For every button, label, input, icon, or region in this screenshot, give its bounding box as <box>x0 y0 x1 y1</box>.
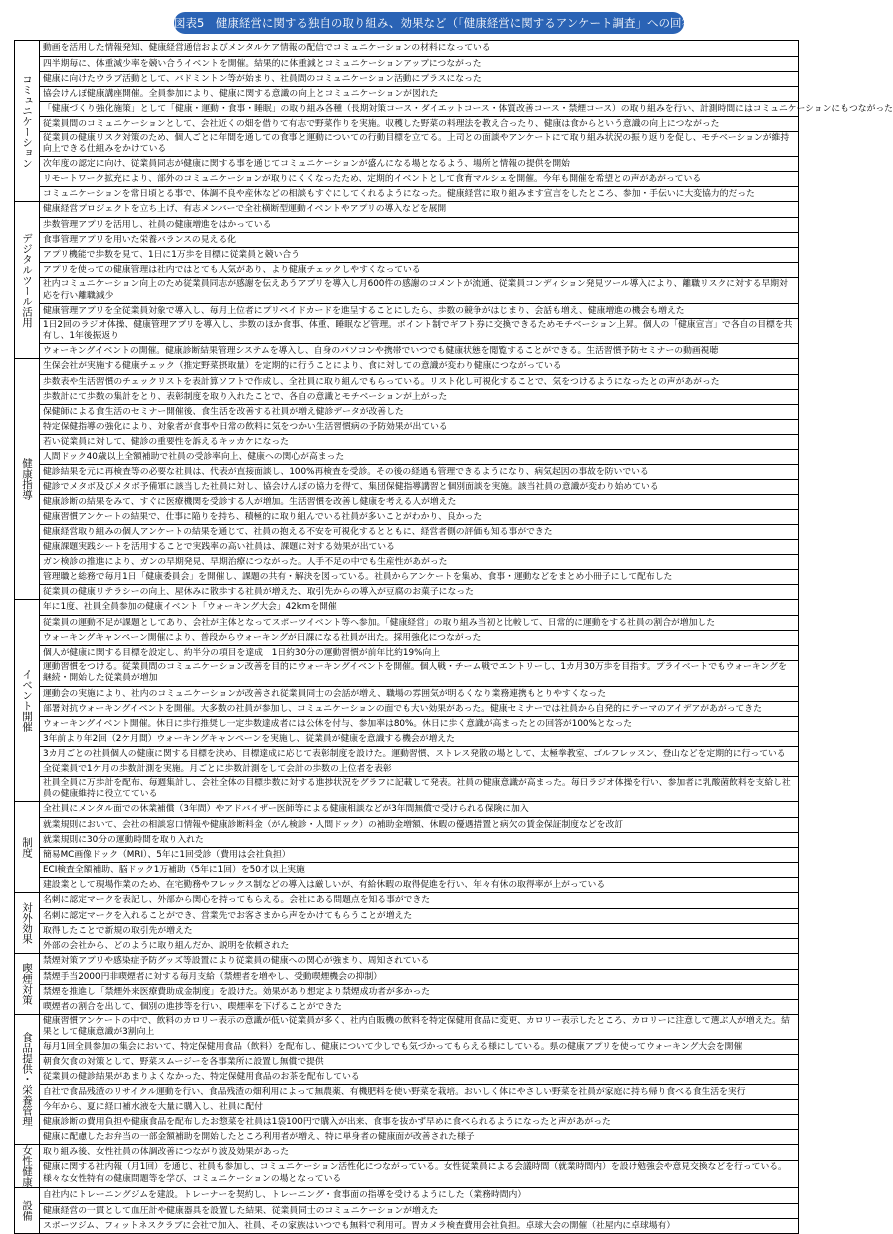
category-cell <box>15 202 40 358</box>
table-row: 生保会社が実施する健康チェック（推定野菜摂取量）を定期的に行うことにより、食に対しての意識が変わり健康につながっている <box>43 361 562 372</box>
table-row: 健康経営プロジェクトを立ち上げ、有志メンバーで全社横断型運動イベントやアプリの導入などを展開 <box>43 204 447 215</box>
table-row: 歩数管理アプリを活用し、社員の健康増進をはかっている <box>40 217 798 232</box>
table-row: 従業員間のコミュニケーションとして、会社近くの畑を借りて有志で野菜作りを実施。収穫した野菜の料理法を教え合ったり、健康は食からという意識の向上につながった <box>40 116 798 131</box>
table-row: 健診結果を元に再検査等の必要な社員は、代表が直接面談し、100%再検査を受診。その後の経過も管理できるようになり、病気起因の事故を防いでいる <box>40 464 798 479</box>
category-label: 健康指導 <box>21 458 33 501</box>
table-row: 健康管理アプリを全従業員対象で導入し、毎月上位者にプリペイドカードを進呈することにしたら、歩数の競争がはじまり、会話も増え、健康増進の機会も増えた <box>40 303 798 318</box>
table-row: リモートワーク拡充により、部外のコミュニケーションが取りにくくなったため、定期的イベントとして食育マルシェを開催。今年も開催を希望との声があがっている <box>40 171 798 186</box>
table-row: 人間ドック40歳以上全額補助で社員の受診率向上、健康への関心が高まった <box>40 449 798 464</box>
category-label: 制度 <box>21 836 33 858</box>
table-row: 年に1度、社員全員参加の健康イベント「ウォーキング大会」42kmを開催 <box>43 602 337 613</box>
figure-title: 図表5 健康経営に関する独自の取り組み、効果など（「健康経営に関するアンケート調査」への回答より抜粋） <box>174 12 684 34</box>
table-row: 取得したことで新規の取引先が増えた <box>40 923 798 938</box>
table-section <box>15 201 798 358</box>
category-cell <box>15 600 40 801</box>
table-section <box>15 1144 798 1187</box>
table-row: 健康習慣アンケートの結果で、仕事に陥りを持ち、積極的に取り組んでいる社員が多いことがわかり、良かった <box>40 509 798 524</box>
table-row: 健康に関する社内報（月1回）を通じ、社員も参加し、コミュニケーション活性化につながっている。女性従業員による会議時間（就業時間内）を設け勉強会や意見交換などを行っている。様々な女性特有の健康問題等を学び、コミュニケーションの場となっている <box>40 1160 798 1185</box>
category-label: コミュニケーション <box>21 73 33 169</box>
table-section <box>15 892 798 953</box>
table-row: 運動習慣をつける。従業員間のコミュニケーション改善を目的にウォーキングイベントを開催。個人戦・チーム戦でエントリーし、1カ月30万歩を目指す。プライベートでもウォーキングを継続・開始した従業員が増加 <box>40 660 798 685</box>
table-row: 食事管理アプリを用いた栄養バランスの見える化 <box>40 232 798 247</box>
rows-column <box>40 1015 798 1144</box>
table-row: 健康経営の一貫として血圧計や健康器具を設置した結果、従業員同士のコミュニケーションが増えた <box>40 1203 798 1218</box>
table-row: 名刺に認定マークを入れることができ、営業先でお客さまから声をかけてもらうことが増えた <box>40 908 798 923</box>
table-row: 名刺に認定マークを表記し、外部から関心を持ってもらえる。会社にある問題点を知る事ができた <box>43 895 431 906</box>
rows-column <box>40 802 798 892</box>
table-row: 健康経営取り組みの個人アンケートの結果を通じて、社員の抱える不安を可視化するとともに、経営者側の評価も知る事ができた <box>40 524 798 539</box>
table-row: ECI検査全額補助、脳ドック1万補助（5年に1回）を50才以上実施 <box>40 862 798 877</box>
table-row: 3カ月ごとの社員個人の健康に関する目標を決め、目標達成に応じて表彰制度を設けた。運動習慣、ストレス発散の場として、太極拳教室、ゴルフレッスン、登山などを定期的に行っている <box>40 746 798 761</box>
table-row: 従業員の健康リテラシーの向上、屋休みに散歩する社員が増えた、取引先からの導入が豆腐のお菓子になった <box>40 584 798 599</box>
table-row: 動画を活用した情報発知、健康経営通信およびメンタルケア情報の配信でコミュニケーションの材料になっている <box>43 43 491 53</box>
table-row: 全社員にメンタル面での休業補償（3年間）やアドバイザー医師等による健康相談などが3年間無償で受けられる保険に加入 <box>43 804 529 815</box>
table-row: 朝食欠食の対策として、野菜スムージーを各事業所に設置し無償で提供 <box>40 1054 798 1069</box>
table-row: コミュニケーションを常日頃とる事で、体調不良や産休などの相談もすぐにしてくれるようになった。健康経営に取り組みます宣言をしたところ、参加・手伝いに大変協力的だった <box>40 186 798 201</box>
table-row: 健康診断の費用負担や健康食品を配布したお惣菜を社員は1袋100円で購入が出来、食事を抜かず早めに食べられるようになったと声があがった <box>40 1114 798 1129</box>
table-row: 健康習慣アンケートの中で、飲料のカロリー表示の意識が低い従業員が多く、社内自販機の飲料を特定保健用食品に変更、カロリー表示したところ、カロリーに注意して選ぶ人が増えた。結果として健康意識が3割向上 <box>43 1016 790 1038</box>
rows-column <box>40 1188 798 1233</box>
table-section <box>15 599 798 801</box>
table-row: 特定保健指導の強化により、対象者が食事や日常の飲料に気をつかい生活習慣病の予防効果が出ている <box>40 419 798 434</box>
table-row: 自社内にトレーニングジムを建設。トレーナーを契約し、トレーニング・食事面の指導を受けるようにした（業務時間内） <box>43 1190 527 1201</box>
table-row: 保健師による食生活のセミナー開催後、食生活を改善する社員が増え健診データが改善した <box>40 404 798 419</box>
table-row: 1日2回のラジオ体操、健康管理アプリを導入し、歩数のほか食事、体重、睡眠など管理。ポイント制でギフト券に交換できるためモチベーション上昇。個人の「健康宣言」で各自の目標を共有し、1年後振返り <box>40 318 798 343</box>
responses-table <box>14 40 893 1234</box>
table-row: 従業員の運動不足が課題としてあり、会社が主体となってスポーツイベント等へ参加。「健康経営」の取り組み当初と比較して、日常的に運動をする社員の割合が増加した <box>40 615 798 630</box>
table-row: 従業員の健診結果があまりよくなかった、特定保健用食品のお茶を配布している <box>40 1069 798 1084</box>
table-row: 歩数表や生活習慣のチェックリストを表計算ソフトで作成し、全社員に取り組んでもらっている。リスト化し可視化することで、気をつけるようになったとの声があがった <box>40 374 798 389</box>
table-row: ウォーキングキャンペーン開催により、普段からウォーキングが日課になる社員が出た。採用強化につながった <box>40 630 798 645</box>
table-row: 運動会の実施により、社内のコミュニケーションが改善され従業員同士の会話が増え、職場の雰囲気が明るくなり業務連携もとりやすくなった <box>40 686 798 701</box>
category-label: 喫煙対策 <box>21 963 33 1006</box>
category-label: 食品提供・栄養管理 <box>21 1032 33 1127</box>
table-row: ウォーキングイベント開催。休日に歩行推奨し一定歩数達成者には公休を付与、参加率は80%。休日に歩く意識が高まったとの回答が100%となった <box>40 716 798 731</box>
rows-column <box>40 359 798 599</box>
table-row: 「健康づくり強化施策」として「健康・運動・食事・睡眠」の取り組み各種（長期対策コース・ダイエットコース・体質改善コース・禁煙コース）の取り組みを行い、計測時間にはコミュニケーションにもつながった <box>40 101 798 116</box>
category-cell <box>15 1145 40 1187</box>
table-row: 次年度の認定に向け、従業員同志が健康に関する事を通じてコミュニケーションが盛んになる場となるよう、場所と情報の提供を開始 <box>40 156 798 171</box>
rows-column <box>40 954 798 1014</box>
table-row: 就業規則に30分の運動時間を取り入れた <box>40 832 798 847</box>
table-row: 全従業員で1ケ月の歩数計測を実施。月ごとに歩数計測をして会計の歩数の上位者を表彰 <box>40 761 798 776</box>
table-row: 協会けんぽ健康講座開催。全員参加により、健康に関する意識の向上とコミュニケーションが図れた <box>40 86 798 101</box>
table-row: 取り組み後、女性社員の体調改善につながり波及効果があった <box>43 1147 290 1158</box>
table-row: 自社で食品残渣のリサイクル運動を行い、食品残渣の畑利用によって無農薬、有機肥料を使い野菜を栽培。おいしく体にやさしい野菜を社員が家庭に持ち帰り食べる食生活を実行 <box>40 1084 798 1099</box>
table-section <box>15 1014 798 1144</box>
table-row: 社内コミュニケーション向上のため従業員同志が感謝を伝えあうアプリを導入し月600件の感謝のコメントが流通、従業員コンディション発見ツール導入により、離職リスクに対する早期対応を行い離職減少 <box>40 277 798 302</box>
table-row: 今年から、夏に経口補水液を大量に購入し、社員に配付 <box>40 1099 798 1114</box>
table-row: 健診でメタボ及びメタボ予備軍に該当した社員に対し、協会けんぽの協力を得て、集団保健指導講習と個別面談を実施。該当社員の意識が変わり始めている <box>40 479 798 494</box>
table-row: 若い従業員に対して、健診の重要性を訴えるキッカケになった <box>40 434 798 449</box>
table-row: 歩数計にて歩数の集計をとり、表彰制度を取り入れたことで、各自の意識とモチベーションが上がった <box>40 389 798 404</box>
category-label: デジタルツール活用 <box>21 233 33 328</box>
table-row: 禁煙対策アプリや感染症予防グッズ等設置により従業員の健康への関心が強まり、周知されている <box>43 956 430 967</box>
rows-column <box>40 41 893 201</box>
table-section <box>15 953 798 1014</box>
category-label: 設備 <box>21 1200 33 1222</box>
table-row: 部署対抗ウォーキングイベントを開催。大多数の社員が参加し、コミュニケーションの面でも大い効果があった。健康セミナーでは社員から自発的にテーマのアイデアがあがってきた <box>40 701 798 716</box>
category-label: 対外効果 <box>21 902 33 945</box>
table-row: 個人が健康に関する目標を設定し、約半分の項目を達成 1日約30分の運動習慣が前年比約19%向上 <box>40 645 798 660</box>
category-label: 女性健康 <box>21 1145 33 1188</box>
table-row: 簡易MC画像ドック（MRI）、5年に1回受診（費用は会社負担） <box>40 847 798 862</box>
table-section <box>15 41 893 201</box>
table-row: 健康診断の結果をみて、すぐに医療機関を受診する人が増加。生活習慣を改善し健康を考える人が増えた <box>40 494 798 509</box>
table-row: 四半期毎に、体重減少率を競い合うイベントを開催。結果的に体重減とコミュニケーションアップにつながった <box>40 56 798 71</box>
category-cell <box>15 954 40 1014</box>
table-row: 外部の会社から、どのように取り組んだか、説明を依頼された <box>40 938 798 953</box>
table-row: 健康課題実践シートを活用することで実践率の高い社員は、課題に対する効果が出ている <box>40 539 798 554</box>
table-row: スポーツジム、フィットネスクラブに会社で加入、社員、その家族はいつでも無料で利用可。胃カメラ検査費用会社負担。卓球大会の開催（社屋内に卓球場有） <box>40 1218 798 1233</box>
table-row: 健康に向けたウラブ活動として、バドミントン等が始まり、社員間のコミュニケーション活動にプラスになった <box>40 71 798 86</box>
category-label: イベント開催 <box>21 669 33 733</box>
category-cell <box>15 359 40 599</box>
table-row: 禁煙を推進し「禁煙外来医療費助成金制度」を設けた。効果があり想定より禁煙成功者が多かった <box>40 984 798 999</box>
table-row: 健康に配慮したお弁当の一部金額補助を開始したところ利用者が増え、特に単身者の健康面が改善された様子 <box>40 1129 798 1144</box>
table-row: 毎月1回全員参加の集会において、特定保健用食品（飲料）を配布し、健康について少しでも気づかってもらえる様にしている。県の健康アプリを使ってウォーキング大会を開催 <box>40 1039 798 1054</box>
table-row: 喫煙者の割合を出して、個別の進捗等を行い、喫煙率を下げることができた <box>40 999 798 1014</box>
category-cell <box>15 802 40 892</box>
rows-column <box>40 202 798 358</box>
table-row: 3年前より年2回（2ケ月間）ウォーキングキャンペーンを実施し、従業員が健康を意識する機会が増えた <box>40 731 798 746</box>
table-row: アプリを使っての健康管理は社内ではとても人気があり、より健康チェックしやすくなっている <box>40 262 798 277</box>
table-section <box>15 801 798 892</box>
category-cell <box>15 1015 40 1144</box>
rows-column <box>40 1145 798 1187</box>
table-row: 従業員の健康リスク対策のため、個人ごとに年間を通しての食事と運動についての行動目標を立てる。上司との面談やアンケートにて取り組み状況の振り返りを促し、モチベーションが維持向上できる仕組みをかけている <box>40 131 798 156</box>
table-row: ウォーキングイベントの開催。健康診断結果管理システムを導入し、自身のパソコンや携帯でいつでも健康状態を閲覧することができる。生活習慣予防セミナーの動画視聴 <box>40 343 798 358</box>
table-section <box>15 1187 798 1233</box>
table-row: 就業規則において、会社の相談窓口情報や健康診断料金（がん検診・人間ドック）の補助金増額、休暇の優遇措置と病欠の賃金保証制度などを改訂 <box>40 817 798 832</box>
table-row: アプリ機能で歩数を見て、1日に1万歩を目標に従業員と競い合う <box>40 247 798 262</box>
category-cell <box>15 893 40 953</box>
rows-column <box>40 893 798 953</box>
table-row: ガン検診の推進により、ガンの早期発見、早期治療につながった。人手不足の中でも生産性があがった <box>40 554 798 569</box>
table-row: 禁煙手当2000円非喫煙者に対する毎月支給（禁煙者を増やし、受動喫煙機会の抑制） <box>40 969 798 984</box>
category-cell <box>15 1188 40 1233</box>
category-cell <box>15 41 40 201</box>
table-row: 建設業として現場作業のため、在宅勤務やフレックス制などの導入は厳しいが、有給休暇の取得促進を行い、年々有休の取得率が上がっている <box>40 877 798 892</box>
table-section <box>15 358 798 599</box>
rows-column <box>40 600 798 801</box>
table-row: 管理職と総務で毎月1日「健康委員会」を開催し、課題の共有・解決を図っている。社員からアンケートを集め、食事・運動などをまとめ小冊子にして配布した <box>40 569 798 584</box>
table-row: 社員全員に万歩計を配布、毎週集計し、会社全体の目標歩数に対する進捗状況をグラフに記載して発表。社員の健康意識が高まった。毎日ラジオ体操を行い、参加者に乳酸菌飲料を支給し社員の健康維持に役立てている <box>40 776 798 801</box>
